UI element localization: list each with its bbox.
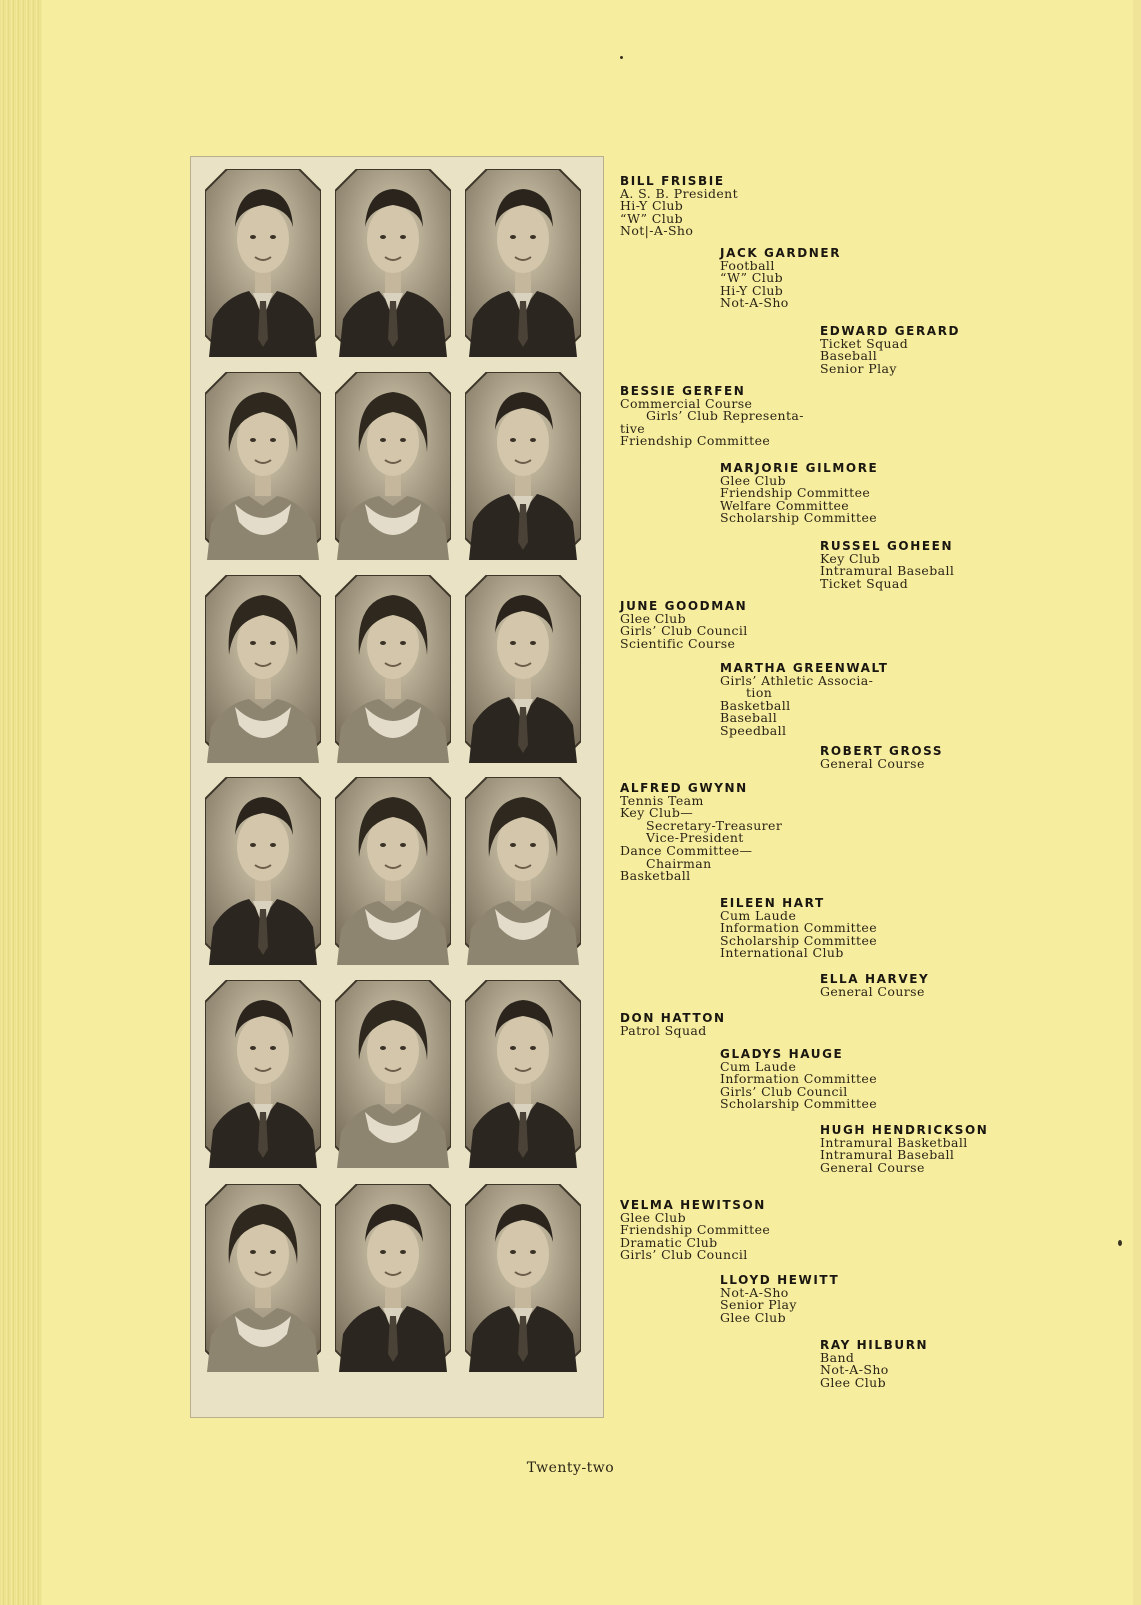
student-activity: Football xyxy=(720,257,775,273)
student-activity: Dramatic Club xyxy=(620,1234,718,1250)
student-name: MARJORIE GILMORE xyxy=(720,461,879,475)
student-activity: Hi-Y Club xyxy=(620,198,684,214)
student-name: RAY HILBURN xyxy=(820,1338,929,1352)
student-activity: Ticket Squad xyxy=(820,575,909,591)
portrait-photo-icon xyxy=(205,980,321,1168)
student-portrait xyxy=(205,1184,321,1372)
student-activity: Dance Committee— xyxy=(620,842,753,858)
student-name: HUGH HENDRICKSON xyxy=(820,1123,989,1137)
student-activity: Not-A-Sho xyxy=(820,1362,889,1378)
student-activity: Girls’ Club Council xyxy=(720,1083,848,1099)
portrait-photo-icon xyxy=(465,777,581,965)
student-entry xyxy=(620,600,748,650)
student-portrait xyxy=(205,777,321,965)
student-activity: Basketball xyxy=(620,868,691,884)
student-activity: Vice-President xyxy=(646,830,744,846)
student-portrait xyxy=(335,169,451,357)
portrait-panel xyxy=(190,156,604,1418)
portrait-photo-icon xyxy=(335,372,451,560)
student-name: EILEEN HART xyxy=(720,896,825,910)
student-activity: Speedball xyxy=(720,722,787,738)
student-activity: Senior Play xyxy=(820,360,897,376)
student-name: EDWARD GERARD xyxy=(820,324,961,338)
student-portrait xyxy=(335,575,451,763)
student-activity: Glee Club xyxy=(820,1374,886,1390)
student-activity: Information Committee xyxy=(720,920,878,936)
student-portrait xyxy=(205,980,321,1168)
student-entry xyxy=(820,1339,928,1389)
student-portrait xyxy=(205,575,321,763)
student-activity: Information Committee xyxy=(720,1071,878,1087)
student-name: RUSSEL GOHEEN xyxy=(820,539,954,553)
page-number: Twenty-two xyxy=(526,1460,615,1476)
page-edge-right xyxy=(1133,0,1141,1605)
student-activity: Cum Laude xyxy=(720,907,797,923)
student-name: JUNE GOODMAN xyxy=(620,599,748,613)
student-entry xyxy=(820,1124,988,1174)
student-activity: Scholarship Committee xyxy=(720,932,878,948)
portrait-photo-icon xyxy=(335,575,451,763)
portrait-photo-icon xyxy=(205,1184,321,1372)
student-activity: Glee Club xyxy=(720,1309,786,1325)
student-entry xyxy=(620,782,782,883)
portrait-photo-icon xyxy=(465,1184,581,1372)
student-activity: Hi-Y Club xyxy=(720,282,784,298)
student-name: BESSIE GERFEN xyxy=(620,384,746,398)
student-entry xyxy=(620,1199,770,1262)
student-activity: Friendship Committee xyxy=(620,433,771,449)
portrait-photo-icon xyxy=(465,980,581,1168)
student-activity: Ticket Squad xyxy=(820,335,909,351)
student-activity: Baseball xyxy=(820,348,878,364)
student-activity: Senior Play xyxy=(720,1297,797,1313)
portrait-photo-icon xyxy=(205,575,321,763)
student-activity: Intramural Baseball xyxy=(820,563,955,579)
student-portrait xyxy=(465,169,581,357)
student-entry xyxy=(620,385,804,448)
student-activity: Chairman xyxy=(646,855,712,871)
portrait-photo-icon xyxy=(335,1184,451,1372)
student-activity: Friendship Committee xyxy=(720,485,871,501)
student-portrait xyxy=(335,1184,451,1372)
student-activity: Girls’ Club Representa- xyxy=(646,408,804,424)
student-name: GLADYS HAUGE xyxy=(720,1047,844,1061)
student-activity: Tennis Team xyxy=(620,792,704,808)
portrait-photo-icon xyxy=(465,169,581,357)
student-activity: Key Club xyxy=(820,550,881,566)
student-name: LLOYD HEWITT xyxy=(720,1273,840,1287)
student-activity: Basketball xyxy=(720,697,791,713)
portrait-photo-icon xyxy=(465,372,581,560)
portrait-photo-icon xyxy=(205,169,321,357)
student-portrait xyxy=(465,980,581,1168)
student-portrait xyxy=(335,980,451,1168)
student-activity: Intramural Basketball xyxy=(820,1134,968,1150)
student-portrait xyxy=(465,575,581,763)
student-activity: General Course xyxy=(820,755,925,771)
student-name: ALFRED GWYNN xyxy=(620,781,748,795)
portrait-photo-icon xyxy=(335,169,451,357)
student-activity: Key Club— xyxy=(620,805,694,821)
student-activity: Friendship Committee xyxy=(620,1222,771,1238)
paper-speck xyxy=(620,56,623,59)
student-portrait xyxy=(465,1184,581,1372)
student-entry xyxy=(720,1274,839,1324)
student-portrait xyxy=(335,777,451,965)
student-activity: Intramural Baseball xyxy=(820,1147,955,1163)
student-entry xyxy=(720,247,841,310)
student-activity: Not|-A-Sho xyxy=(620,223,694,239)
student-activity: Scientific Course xyxy=(620,635,736,651)
student-name: DON HATTON xyxy=(620,1011,726,1025)
student-activity: General Course xyxy=(820,1159,925,1175)
student-entry xyxy=(620,1012,726,1037)
student-activity: Girls’ Athletic Associa- xyxy=(720,672,874,688)
student-activity: tion xyxy=(746,685,773,701)
student-activity: A. S. B. President xyxy=(620,185,739,201)
student-portrait xyxy=(465,777,581,965)
student-name: ROBERT GROSS xyxy=(820,744,944,758)
student-entry xyxy=(820,745,943,770)
student-name: MARTHA GREENWALT xyxy=(720,661,889,675)
student-portrait xyxy=(205,372,321,560)
student-entry xyxy=(720,1048,877,1111)
student-entry xyxy=(720,462,878,525)
student-activity: Commercial Course xyxy=(620,395,753,411)
student-portrait xyxy=(205,169,321,357)
portrait-photo-icon xyxy=(465,575,581,763)
student-name: BILL FRISBIE xyxy=(620,174,725,188)
student-activity: Baseball xyxy=(720,710,778,726)
student-activity: Not-A-Sho xyxy=(720,295,789,311)
student-activity: Scholarship Committee xyxy=(720,1096,878,1112)
student-activity: Not-A-Sho xyxy=(720,1284,789,1300)
student-activity: Patrol Squad xyxy=(620,1022,707,1038)
student-activity: Band xyxy=(820,1349,855,1365)
student-activity: Glee Club xyxy=(620,1209,686,1225)
student-activity: Cum Laude xyxy=(720,1058,797,1074)
student-activity: Girls’ Club Council xyxy=(620,1247,748,1263)
student-entry xyxy=(820,325,960,375)
portrait-photo-icon xyxy=(335,777,451,965)
student-portrait xyxy=(465,372,581,560)
student-activity: Glee Club xyxy=(620,610,686,626)
student-activity: Welfare Committee xyxy=(720,497,850,513)
student-activity: “W” Club xyxy=(720,270,783,286)
student-entry xyxy=(620,175,738,238)
student-name: ELLA HARVEY xyxy=(820,972,930,986)
student-entry xyxy=(720,662,889,738)
student-activity: “W” Club xyxy=(620,210,683,226)
student-entry xyxy=(820,540,954,590)
portrait-photo-icon xyxy=(205,372,321,560)
student-activity: Scholarship Committee xyxy=(720,510,878,526)
student-activity: Secretary-Treasurer xyxy=(646,817,783,833)
student-activity: International Club xyxy=(720,945,844,961)
student-entry xyxy=(720,897,877,960)
student-entry xyxy=(820,973,929,998)
student-activity: General Course xyxy=(820,983,925,999)
page-edge xyxy=(0,0,42,1605)
portrait-photo-icon xyxy=(205,777,321,965)
student-activity: Glee Club xyxy=(720,472,786,488)
portrait-photo-icon xyxy=(335,980,451,1168)
student-portrait xyxy=(335,372,451,560)
student-activity: Girls’ Club Council xyxy=(620,623,748,639)
student-activity: tive xyxy=(620,420,646,436)
student-name: VELMA HEWITSON xyxy=(620,1198,766,1212)
paper-speck xyxy=(1118,1240,1122,1246)
student-name: JACK GARDNER xyxy=(720,246,842,260)
